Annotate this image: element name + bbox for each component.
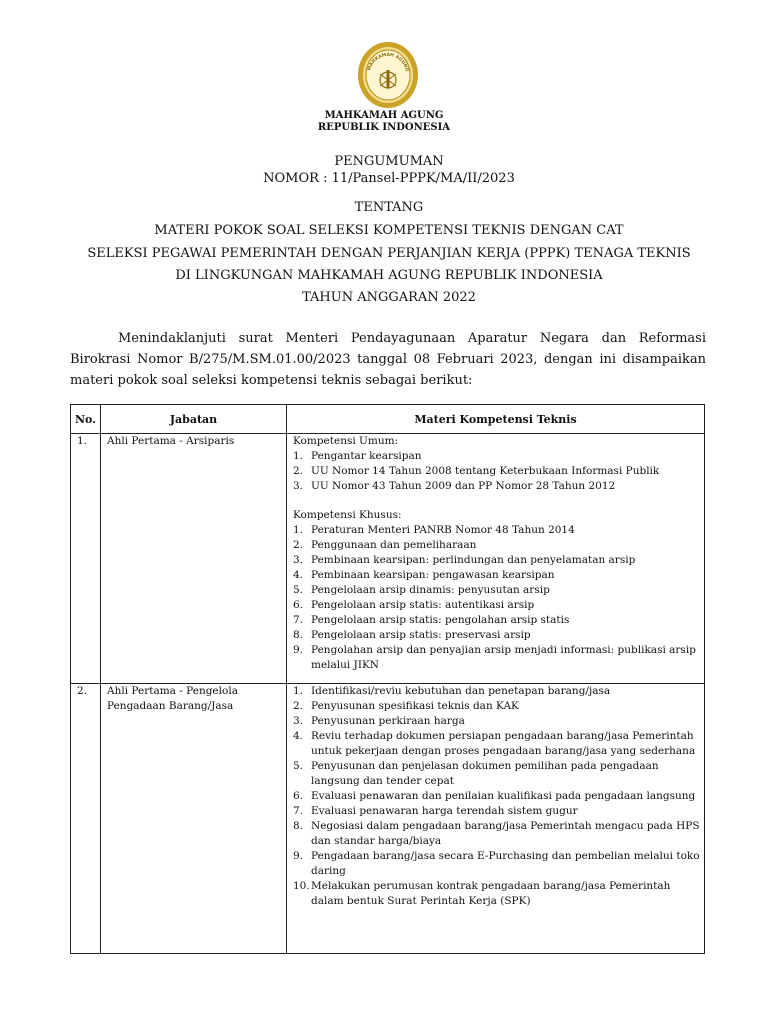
list-item: 10. Melakukan perumusan kontrak pengadaan barang/jasa Pemerintah dalam bentuk Surat Perintah Kerja (SPK) [293,880,671,907]
institution-name: MAHKAMAH AGUNG [324,110,444,121]
intro-paragraph [70,328,706,391]
row-materi [287,434,705,684]
list-item: 1. Pengantar kearsipan [293,450,422,462]
mahkamah-agung-seal-icon [356,40,420,110]
list-item: 2. Penggunaan dan pemeliharaan [293,539,477,551]
table-header-row [71,405,705,434]
list-item: 7. Pengelolaan arsip statis: pengolahan arsip statis [293,614,570,626]
intro-line: materi pokok soal seleksi kompetensi teknis sebagai berikut: [70,373,473,388]
header-jabatan: Jabatan [101,405,287,434]
list-item: 7. Evaluasi penawaran harga terendah sistem gugur [293,805,578,817]
list-item: 1. Peraturan Menteri PANRB Nomor 48 Tahun 2014 [293,524,575,536]
list-item: 3. Penyusunan perkiraan harga [293,715,465,727]
svg-text:MAHKAMAH AGUNG: MAHKAMAH AGUNG [367,52,409,73]
kompetensi-khusus-list [293,523,700,673]
list-item: 8. Negosiasi dalam pengadaan barang/jasa Pemerintah mengacu pada HPS dan standar harga/biaya [293,820,700,847]
list-item: 3. Pembinaan kearsipan: perlindungan dan penyelamatan arsip [293,554,636,566]
kompetensi-umum-label: Kompetensi Umum: [293,435,399,447]
subject-line: TAHUN ANGGARAN 2022 [302,290,476,305]
materi-list [293,684,700,909]
institution-country: REPUBLIK INDONESIA [317,122,451,133]
intro-line: Birokrasi Nomor B/275/M.SM.01.00/2023 tanggal 08 Februari 2023, dengan ini disampaikan [70,352,706,367]
list-item: 6. Pengelolaan arsip statis: autentikasi arsip [293,599,535,611]
kompetensi-khusus-label: Kompetensi Khusus: [293,509,402,521]
competency-table [70,404,705,954]
list-item: 6. Evaluasi penawaran dan penilaian kualifikasi pada pengadaan langsung [293,790,696,802]
list-item: 9. Pengolahan arsip dan penyajian arsip menjadi informasi: publikasi arsip melalui JIKN [293,644,696,671]
row-jabatan: Ahli Pertama - Pengelola Pengadaan Barang/Jasa [101,684,287,954]
subject-line: SELEKSI PEGAWAI PEMERINTAH DENGAN PERJANJIAN KERJA (PPPK) TENAGA TEKNIS [87,246,691,261]
row-materi [287,684,705,954]
header-no: No. [71,405,101,434]
intro-line: Menindaklanjuti surat Menteri Pendayagunaan Aparatur Negara dan Reformasi [118,331,706,346]
list-item: 5. Pengelolaan arsip dinamis: penyusutan arsip [293,584,550,596]
list-item: 5. Penyusunan dan penjelasan dokumen pemilihan pada pengadaan langsung dan tender cepat [293,760,659,787]
row-number: 2. [71,684,101,954]
list-item: 9. Pengadaan barang/jasa secara E-Purchasing dan pembelian melalui toko daring [293,850,700,877]
list-item: 4. Pembinaan kearsipan: pengawasan kearsipan [293,569,555,581]
announcement-label: PENGUMUMAN [334,154,444,169]
list-item: 1. Identifikasi/reviu kebutuhan dan penetapan barang/jasa [293,685,611,697]
row-number: 1. [71,434,101,684]
header-materi: Materi Kompetensi Teknis [287,405,705,434]
kompetensi-umum-list [293,449,700,494]
table-row [71,684,705,954]
list-item: 2. UU Nomor 14 Tahun 2008 tentang Keterbukaan Informasi Publik [293,465,660,477]
row-jabatan: Ahli Pertama - Arsiparis [101,434,287,684]
list-item: 4. Reviu terhadap dokumen persiapan pengadaan barang/jasa Pemerintah untuk pekerjaan dengan proses pengadaan barang/jasa yang sederhana [293,730,696,757]
subject-line: DI LINGKUNGAN MAHKAMAH AGUNG REPUBLIK INDONESIA [175,268,603,283]
table-row [71,434,705,684]
list-item: 2. Penyusunan spesifikasi teknis dan KAK [293,700,519,712]
tentang-label: TENTANG [354,200,424,215]
subject-line: MATERI POKOK SOAL SELEKSI KOMPETENSI TEKNIS DENGAN CAT [154,223,624,238]
list-item: 3. UU Nomor 43 Tahun 2009 dan PP Nomor 28 Tahun 2012 [293,480,616,492]
announcement-number: NOMOR : 11/Pansel-PPPK/MA/II/2023 [263,171,515,186]
list-item: 8. Pengelolaan arsip statis: preservasi arsip [293,629,531,641]
